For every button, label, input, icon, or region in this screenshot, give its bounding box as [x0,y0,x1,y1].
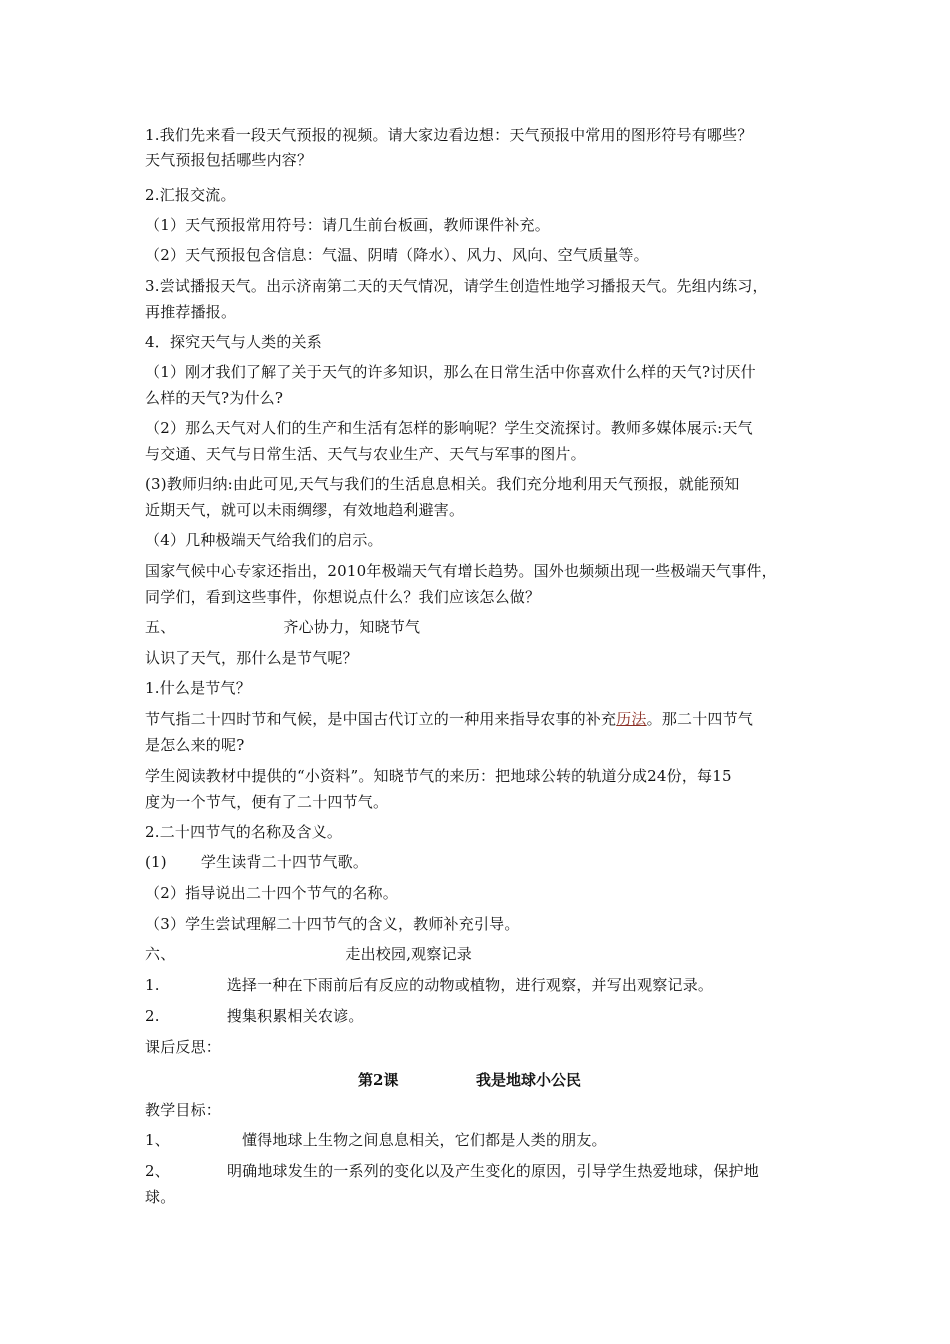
paragraph-line: 1.我们先来看一段天气预报的视频。请大家边看边想：天气预报中常用的图形符号有哪些？ [145,126,753,144]
paragraph-line: 再推荐播报。 [145,303,237,321]
list-item [145,1130,607,1150]
paragraph-line: 度为一个节气，便有了二十四节气。 [145,793,389,811]
list-item [145,1006,364,1026]
paragraph-line: 天气预报包括哪些内容？ [145,151,313,169]
paragraph-line: 3.尝试播报天气。出示济南第二天的天气情况，请学生创造性地学习播报天气。先组内练习， [145,277,768,295]
paragraph-line: 2.二十四节气的名称及含义。 [145,823,343,841]
lesson-title: 我是地球小公民 [476,1071,582,1089]
list-number: 1. [145,976,160,994]
paragraph-line: 国家气候中心专家还指出，2010年极端天气有增长趋势。国外也频频出现一些极端天气事件， [145,562,777,580]
section-title: 齐心协力，知晓节气 [283,618,421,636]
paragraph-line: 认识了天气，那什么是节气呢？ [145,649,358,667]
section-title: 走出校园,观察记录 [345,945,472,963]
calendar-link[interactable]: 历法 [616,710,647,728]
paragraph-line [145,709,753,729]
list-number: 2. [145,1007,160,1025]
paragraph-line: 球。 [145,1188,176,1206]
list-number: (1) [145,853,167,871]
paragraph-line: （1）刚才我们了解了关于天气的许多知识，那么在日常生活中你喜欢什么样的天气?讨厌什 [145,363,756,381]
paragraph-line: （2）天气预报包含信息：气温、阴晴（降水）、风力、风向、空气质量等。 [145,246,649,264]
paragraph-line: 学生阅读教材中提供的“小资料”。知晓节气的来历：把地球公转的轨道分成24份，每15 [145,767,732,785]
list-number: 2、 [145,1162,170,1180]
list-number: 1、 [145,1131,170,1149]
paragraph-line: （2）那么天气对人们的生产和生活有怎样的影响呢？学生交流探讨。教师多媒体展示:天气 [145,419,753,437]
section-number: 五、 [145,618,176,636]
paragraph-line: 同学们，看到这些事件，你想说点什么？我们应该怎么做？ [145,588,541,606]
section-heading: 4．探究天气与人类的关系 [145,333,322,351]
paragraph-line: 与交通、天气与日常生活、天气与农业生产、天气与军事的图片。 [145,445,586,463]
list-text: 懂得地球上生物之间息息相关，它们都是人类的朋友。 [241,1131,607,1149]
paragraph-line: （2）指导说出二十四个节气的名称。 [145,884,398,902]
list-item [145,975,713,995]
paragraph-line: （3）学生尝试理解二十四节气的含义，教师补充引导。 [145,915,520,933]
paragraph-line: 1.什么是节气？ [145,679,251,697]
list-text: 学生读背二十四节气歌。 [200,853,369,871]
list-text: 明确地球发生的一系列的变化以及产生变化的原因，引导学生热爱地球，保护地 [226,1162,759,1180]
paragraph-line: (3)教师归纳:由此可见,天气与我们的生活息息相关。我们充分地利用天气预报，就能预知 [145,475,740,493]
paragraph-line: 教学目标： [145,1101,222,1119]
list-item [145,1161,759,1181]
paragraph-text: 。那二十四节气 [646,710,754,728]
section-heading [145,617,420,637]
list-text: 搜集积累相关农谚。 [226,1007,364,1025]
paragraph-line: 是怎么来的呢? [145,736,245,754]
section-number: 六、 [145,945,176,963]
list-item [145,852,368,872]
list-text: 选择一种在下雨前后有反应的动物或植物，进行观察，并写出观察记录。 [226,976,714,994]
paragraph-line: （1）天气预报常用符号：请几生前台板画，教师课件补充。 [145,216,550,234]
paragraph-line: 么样的天气?为什么? [145,389,284,407]
lesson-number: 第2课 [358,1071,399,1089]
paragraph-line: 2.汇报交流。 [145,186,236,204]
paragraph-line: 课后反思： [145,1038,222,1056]
section-heading [145,944,472,964]
paragraph-text: 节气指二十四时节和气候，是中国古代订立的一种用来指导农事的补充 [145,710,617,728]
paragraph-line: （4）几种极端天气给我们的启示。 [145,531,383,549]
paragraph-line: 近期天气，就可以未雨绸缪，有效地趋利避害。 [145,501,465,519]
